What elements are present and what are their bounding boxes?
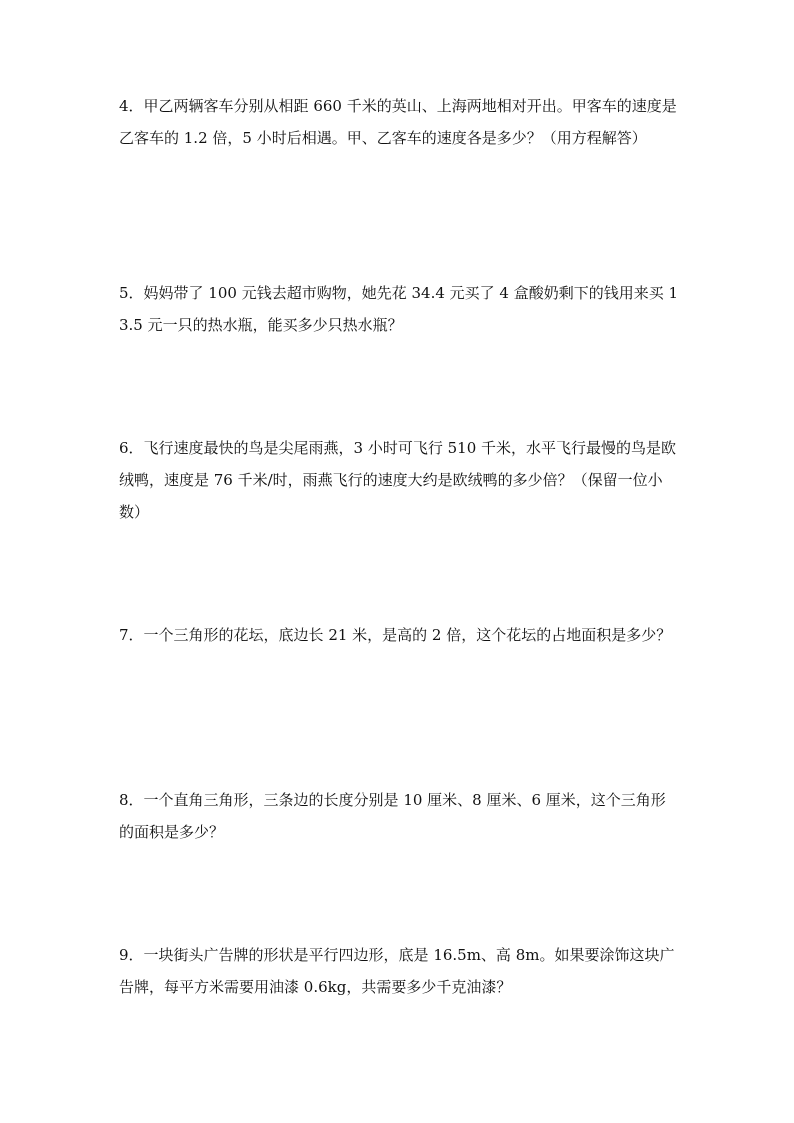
problem-6: 6．飞行速度最快的鸟是尖尾雨燕，3 小时可飞行 510 千米，水平飞行最慢的鸟是欧绒鸭，速度是 76 千米/时，雨燕飞行的速度大约是欧绒鸭的多少倍？（保留一位小数） bbox=[119, 439, 677, 521]
problem-5: 5．妈妈带了 100 元钱去超市购物，她先花 34.4 元买了 4 盒酸奶剩下的钱用来买 13.5 元一只的热水瓶，能买多少只热水瓶？ bbox=[119, 284, 679, 334]
problem-9: 9．一块街头广告牌的形状是平行四边形，底是 16.5m、高 8m。如果要涂饰这块广告牌，每平方米需要用油漆 0.6kg，共需要多少千克油漆？ bbox=[119, 946, 675, 996]
problem-4: 4．甲乙两辆客车分别从相距 660 千米的英山、上海两地相对开出。甲客车的速度是乙客车的 1.2 倍，5 小时后相遇。甲、乙客车的速度各是多少？（用方程解答） bbox=[119, 97, 677, 147]
problem-8: 8．一个直角三角形，三条边的长度分别是 10 厘米、8 厘米、6 厘米，这个三角形的面积是多少？ bbox=[119, 791, 666, 841]
problem-7: 7．一个三角形的花坛，底边长 21 米，是高的 2 倍，这个花坛的占地面积是多少？ bbox=[119, 626, 672, 644]
